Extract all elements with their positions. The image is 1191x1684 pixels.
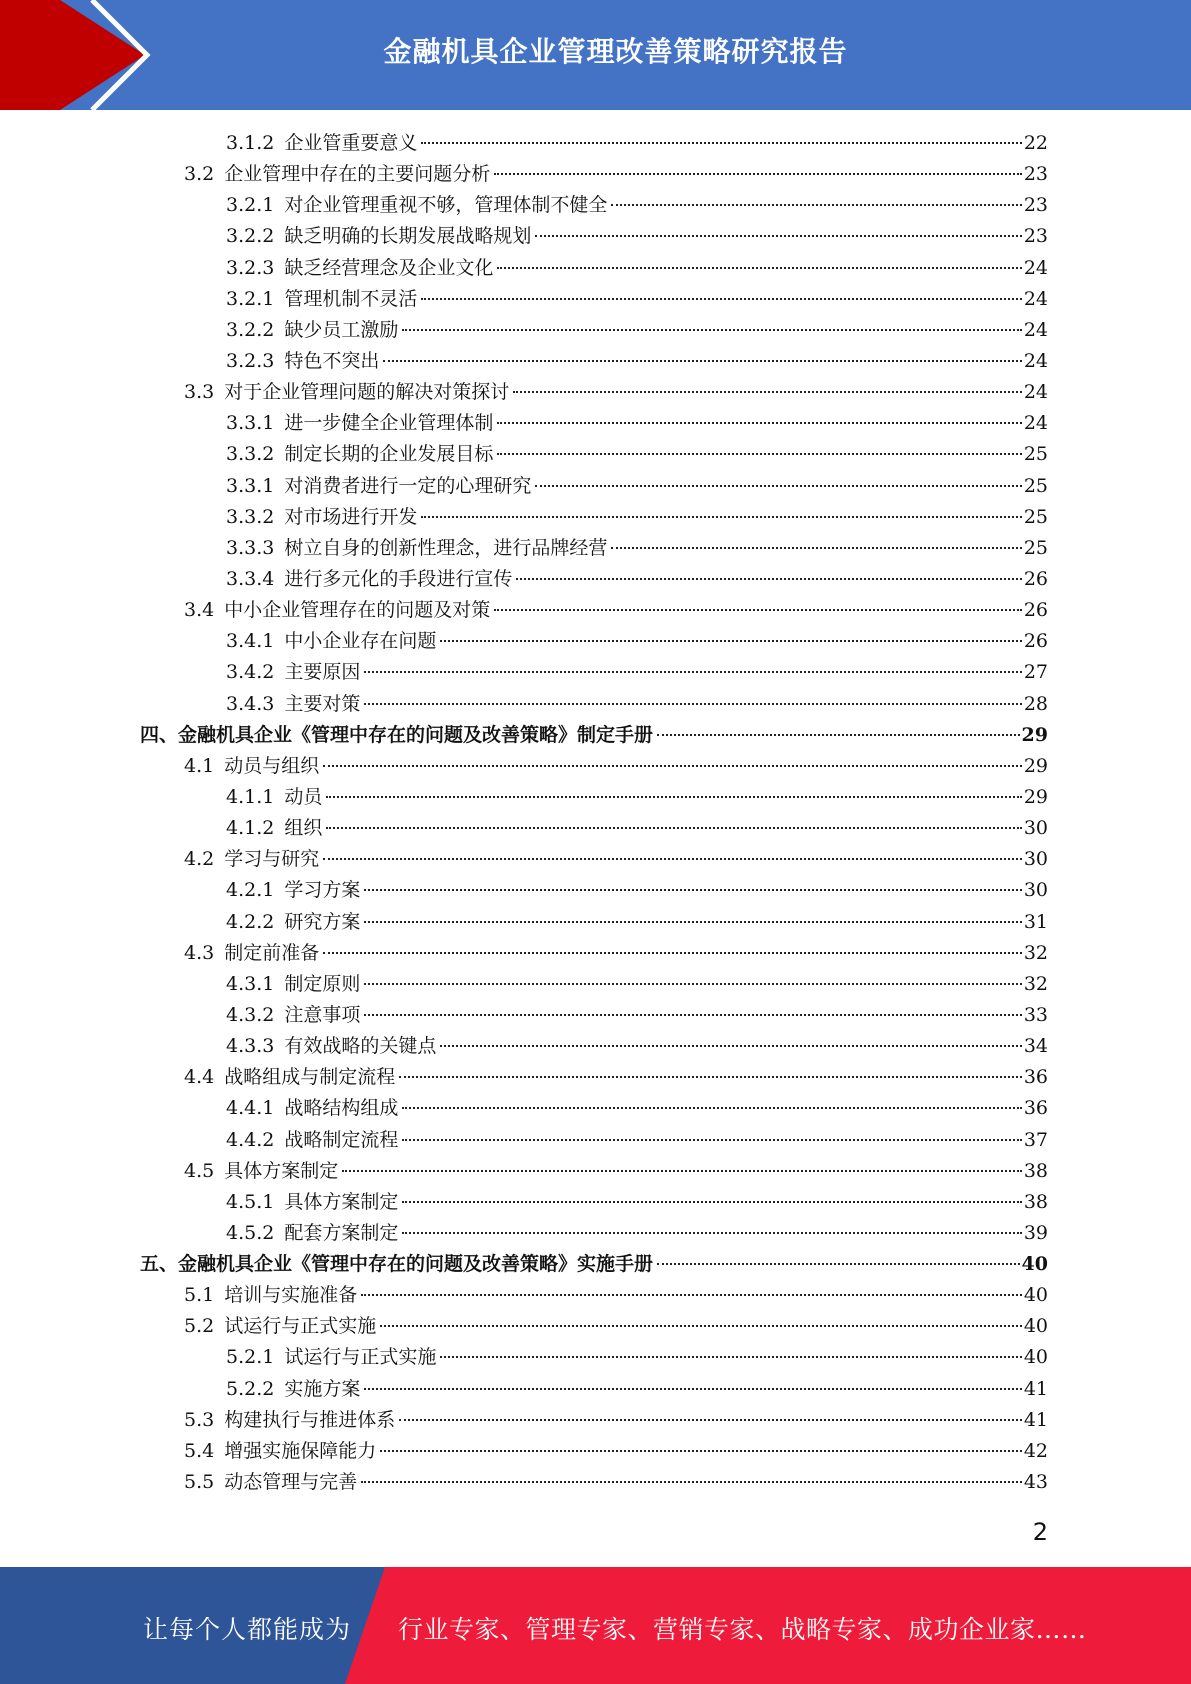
toc-entry-page: 32 xyxy=(1023,941,1048,964)
toc-entry-title: 中小企业存在问题 xyxy=(284,630,437,653)
toc-entry-title: 战略组成与制定流程 xyxy=(224,1066,396,1089)
toc-entry-page: 26 xyxy=(1023,599,1048,622)
toc-entry-title: 试运行与正式实施 xyxy=(284,1346,437,1369)
toc-dot-leader xyxy=(421,142,1021,144)
toc-dot-leader xyxy=(402,1232,1021,1234)
toc-entry-number: 3.2.1 xyxy=(226,287,275,310)
toc-dot-leader xyxy=(440,1356,1021,1358)
toc-entry-title: 进行多元化的手段进行宣传 xyxy=(284,567,513,590)
toc-entry[interactable] xyxy=(140,1156,1048,1187)
toc-entry-title: 特色不突出 xyxy=(284,349,380,372)
toc-entry-title: 主要对策 xyxy=(284,692,361,715)
toc-entry-number: 3.3.1 xyxy=(226,412,275,435)
toc-dot-leader xyxy=(494,609,1022,611)
toc-entry[interactable] xyxy=(140,1031,1048,1062)
toc-dot-leader xyxy=(513,391,1022,393)
toc-entry[interactable] xyxy=(140,875,1048,906)
toc-entry-page: 37 xyxy=(1023,1128,1048,1151)
toc-entry-number: 4.1.1 xyxy=(226,785,275,808)
toc-entry-title: 进一步健全企业管理体制 xyxy=(284,412,494,435)
toc-entry[interactable] xyxy=(140,284,1048,315)
toc-entry-page: 40 xyxy=(1023,1284,1048,1307)
toc-entry[interactable] xyxy=(140,1249,1048,1280)
toc-entry[interactable] xyxy=(140,1342,1048,1373)
toc-dot-leader xyxy=(657,1263,1020,1265)
toc-entry-title: 有效战略的关键点 xyxy=(284,1035,437,1058)
toc-dot-leader xyxy=(402,1139,1021,1141)
toc-entry[interactable] xyxy=(140,439,1048,470)
toc-dot-leader xyxy=(364,1014,1021,1016)
toc-entry[interactable] xyxy=(140,595,1048,626)
page-footer xyxy=(0,1567,1191,1684)
toc-entry-title: 对消费者进行一定的心理研究 xyxy=(284,474,532,497)
toc-entry-title: 实施方案 xyxy=(284,1377,361,1400)
toc-entry[interactable] xyxy=(140,1093,1048,1124)
toc-entry-title: 战略结构组成 xyxy=(284,1097,399,1120)
toc-dot-leader xyxy=(323,765,1022,767)
toc-entry-number: 3.4.2 xyxy=(226,661,275,684)
toc-entry-page: 24 xyxy=(1023,349,1048,372)
toc-entry-number: 4.1 xyxy=(184,754,215,777)
toc-dot-leader xyxy=(440,640,1021,642)
toc-entry-title: 中小企业管理存在的问题及对策 xyxy=(224,599,491,622)
toc-entry-title: 动员与组织 xyxy=(224,754,320,777)
toc-entry[interactable] xyxy=(140,1405,1048,1436)
toc-entry-title: 企业管理中存在的主要问题分析 xyxy=(224,163,491,186)
toc-entry-page: 24 xyxy=(1023,412,1048,435)
toc-dot-leader xyxy=(361,1481,1022,1483)
toc-entry-page: 24 xyxy=(1023,287,1048,310)
toc-entry[interactable] xyxy=(140,502,1048,533)
toc-entry-title: 具体方案制定 xyxy=(224,1159,339,1182)
toc-entry-number: 3.3.4 xyxy=(226,567,275,590)
toc-dot-leader xyxy=(535,485,1021,487)
toc-dot-leader xyxy=(516,578,1021,580)
toc-entry-page: 24 xyxy=(1023,256,1048,279)
toc-dot-leader xyxy=(402,1107,1021,1109)
toc-entry-title: 树立自身的创新性理念，进行品牌经营 xyxy=(284,536,608,559)
toc-entry-page: 43 xyxy=(1023,1471,1048,1494)
toc-dot-leader xyxy=(364,671,1021,673)
toc-entry[interactable] xyxy=(140,471,1048,502)
toc-entry[interactable] xyxy=(140,128,1048,159)
toc-entry[interactable] xyxy=(140,1062,1048,1093)
toc-entry-number: 4.4.1 xyxy=(226,1097,275,1120)
toc-dot-leader xyxy=(497,453,1021,455)
toc-entry[interactable] xyxy=(140,533,1048,564)
toc-entry-number: 4.2.1 xyxy=(226,879,275,902)
toc-entry-page: 39 xyxy=(1023,1221,1048,1244)
toc-entry-title: 对企业管理重视不够，管理体制不健全 xyxy=(284,194,608,217)
toc-entry-number: 4.5.2 xyxy=(226,1221,275,1244)
footer-slogan-left: 让每个人都能成为 xyxy=(143,1615,352,1644)
toc-entry-page: 30 xyxy=(1023,848,1048,871)
toc-entry[interactable] xyxy=(140,1218,1048,1249)
toc-dot-leader xyxy=(497,422,1021,424)
toc-entry-number: 3.1.2 xyxy=(226,132,275,154)
toc-dot-leader xyxy=(342,1170,1022,1172)
toc-entry-page: 29 xyxy=(1021,723,1048,746)
toc-entry-page: 27 xyxy=(1023,661,1048,684)
toc-entry[interactable] xyxy=(140,408,1048,439)
report-title: 金融机具企业管理改善策略研究报告 xyxy=(383,35,848,68)
toc-dot-leader xyxy=(494,173,1022,175)
toc-entry-number: 3.3.2 xyxy=(226,505,275,528)
toc-entry-page: 42 xyxy=(1023,1439,1048,1462)
page-number: 2 xyxy=(1032,1518,1048,1546)
toc-entry-title: 制定原则 xyxy=(284,972,361,995)
toc-entry-title: 缺乏经营理念及企业文化 xyxy=(284,256,494,279)
toc-entry[interactable] xyxy=(140,782,1048,813)
toc-entry-number: 4.1.2 xyxy=(226,817,275,840)
toc-dot-leader xyxy=(440,1045,1021,1047)
toc-dot-leader xyxy=(364,921,1021,923)
toc-entry[interactable] xyxy=(140,689,1048,720)
toc-entry[interactable] xyxy=(140,159,1048,190)
toc-entry-number: 3.2 xyxy=(184,163,215,186)
toc-dot-leader xyxy=(364,983,1021,985)
toc-entry[interactable] xyxy=(140,751,1048,782)
toc-entry[interactable] xyxy=(140,564,1048,595)
toc-entry-number: 3.4 xyxy=(184,599,215,622)
toc-entry-number: 5.1 xyxy=(184,1284,215,1307)
toc-entry[interactable] xyxy=(140,221,1048,252)
toc-entry-page: 40 xyxy=(1021,1253,1048,1276)
toc-dot-leader xyxy=(323,952,1022,954)
toc-entry-title: 构建执行与推进体系 xyxy=(224,1408,396,1431)
toc-entry[interactable] xyxy=(140,938,1048,969)
toc-dot-leader xyxy=(402,1201,1021,1203)
toc-entry[interactable] xyxy=(140,969,1048,1000)
toc-entry-number: 4.3 xyxy=(184,941,215,964)
toc-dot-leader xyxy=(402,329,1021,331)
toc-entry-number: 4.3.1 xyxy=(226,972,275,995)
toc-entry-number: 4.3.3 xyxy=(226,1035,275,1058)
toc-entry-title: 动态管理与完善 xyxy=(224,1471,358,1494)
toc-dot-leader xyxy=(611,204,1021,206)
toc-entry-number: 3.4.1 xyxy=(226,630,275,653)
toc-dot-leader xyxy=(380,1325,1022,1327)
toc-entry-number: 5.3 xyxy=(184,1408,215,1431)
toc-entry-number: 3.3 xyxy=(184,381,215,404)
toc-entry-page: 38 xyxy=(1023,1159,1048,1182)
toc-entry-page: 29 xyxy=(1023,754,1048,777)
toc-entry-number: 4.2.2 xyxy=(226,910,275,933)
toc-entry-page: 34 xyxy=(1023,1035,1048,1058)
toc-entry-page: 41 xyxy=(1023,1377,1048,1400)
toc-entry[interactable] xyxy=(140,1311,1048,1342)
toc-entry[interactable] xyxy=(140,844,1048,875)
toc-dot-leader xyxy=(497,267,1021,269)
toc-entry-page: 25 xyxy=(1023,443,1048,466)
toc-dot-leader xyxy=(364,703,1021,705)
toc-entry[interactable] xyxy=(140,1374,1048,1405)
toc-entry[interactable] xyxy=(140,346,1048,377)
toc-dot-leader xyxy=(421,298,1021,300)
toc-entry[interactable] xyxy=(140,626,1048,657)
toc-entry-title: 学习与研究 xyxy=(224,848,320,871)
toc-entry-page: 25 xyxy=(1023,536,1048,559)
toc-entry-title: 学习方案 xyxy=(284,879,361,902)
toc-dot-leader xyxy=(361,1294,1022,1296)
toc-entry-number: 4.4 xyxy=(184,1066,215,1089)
toc-entry[interactable] xyxy=(140,907,1048,938)
toc-entry-number: 4.4.2 xyxy=(226,1128,275,1151)
toc-entry-title: 试运行与正式实施 xyxy=(224,1315,377,1338)
toc-entry-title: 缺乏明确的长期发展战略规划 xyxy=(284,225,532,248)
toc-dot-leader xyxy=(535,235,1021,237)
toc-entry-page: 23 xyxy=(1023,225,1048,248)
toc-entry[interactable] xyxy=(140,190,1048,221)
toc-dot-leader xyxy=(364,1388,1021,1390)
toc-entry-page: 36 xyxy=(1023,1066,1048,1089)
toc-entry-title: 缺少员工激励 xyxy=(284,318,399,341)
toc-dot-leader xyxy=(364,889,1021,891)
toc-entry-title: 制定长期的企业发展目标 xyxy=(284,443,494,466)
toc-entry-title: 对于企业管理问题的解决对策探讨 xyxy=(224,381,510,404)
toc-entry-number: 5.2.1 xyxy=(226,1346,275,1369)
toc-entry-page: 41 xyxy=(1023,1408,1048,1431)
toc-entry[interactable] xyxy=(140,813,1048,844)
toc-entry[interactable] xyxy=(140,253,1048,284)
toc-entry-number: 5.5 xyxy=(184,1471,215,1494)
toc-entry[interactable] xyxy=(140,377,1048,408)
page-header xyxy=(0,0,1191,110)
toc-entry-number: 3.2.1 xyxy=(226,194,275,217)
toc-entry-page: 26 xyxy=(1023,630,1048,653)
toc-entry-page: 29 xyxy=(1023,785,1048,808)
toc-entry-number: 5.2 xyxy=(184,1315,215,1338)
toc-entry-title: 增强实施保障能力 xyxy=(224,1439,377,1462)
toc-entry[interactable] xyxy=(140,720,1048,751)
toc-entry-number: 4.5 xyxy=(184,1159,215,1182)
toc-dot-leader xyxy=(380,1450,1022,1452)
toc-entry-title: 制定前准备 xyxy=(224,941,320,964)
toc-entry-page: 33 xyxy=(1023,1003,1048,1026)
toc-entry[interactable] xyxy=(140,1436,1048,1467)
toc-entry-title: 五、金融机具企业《管理中存在的问题及改善策略》实施手册 xyxy=(140,1253,654,1276)
toc-entry[interactable] xyxy=(140,1280,1048,1311)
toc-entry-page: 30 xyxy=(1023,817,1048,840)
toc-entry[interactable] xyxy=(140,1467,1048,1498)
toc-entry-title: 具体方案制定 xyxy=(284,1190,399,1213)
toc-entry-page: 24 xyxy=(1023,381,1048,404)
toc-entry-number: 4.3.2 xyxy=(226,1003,275,1026)
toc-entry-page: 25 xyxy=(1023,474,1048,497)
toc-entry-number: 3.3.2 xyxy=(226,443,275,466)
toc-dot-leader xyxy=(657,734,1020,736)
toc-entry-title: 管理机制不灵活 xyxy=(284,287,418,310)
toc-entry-number: 4.5.1 xyxy=(226,1190,275,1213)
toc-entry[interactable] xyxy=(140,1187,1048,1218)
toc-dot-leader xyxy=(383,360,1021,362)
toc-dot-leader xyxy=(326,796,1021,798)
toc-entry-page: 38 xyxy=(1023,1190,1048,1213)
toc-entry-title: 组织 xyxy=(284,817,323,840)
toc-dot-leader xyxy=(421,516,1021,518)
toc-entry-number: 3.3.1 xyxy=(226,474,275,497)
toc-entry-title: 战略制定流程 xyxy=(284,1128,399,1151)
toc-entry-number: 4.2 xyxy=(184,848,215,871)
toc-dot-leader xyxy=(399,1076,1022,1078)
toc-entry-page: 28 xyxy=(1023,692,1048,715)
toc-entry-page: 25 xyxy=(1023,505,1048,528)
toc-entry-title: 配套方案制定 xyxy=(284,1221,399,1244)
toc-entry-number: 3.3.3 xyxy=(226,536,275,559)
toc-entry-number: 5.2.2 xyxy=(226,1377,275,1400)
toc-entry[interactable] xyxy=(140,315,1048,346)
toc-entry[interactable] xyxy=(140,1000,1048,1031)
toc-entry[interactable] xyxy=(140,657,1048,688)
toc-entry-title: 动员 xyxy=(284,785,323,808)
toc-dot-leader xyxy=(323,858,1022,860)
toc-entry-page: 40 xyxy=(1023,1346,1048,1369)
toc-entry-page: 31 xyxy=(1023,910,1048,933)
toc-entry-title: 培训与实施准备 xyxy=(224,1284,358,1307)
toc-entry-number: 3.2.2 xyxy=(226,225,275,248)
toc-dot-leader xyxy=(399,1419,1022,1421)
toc-entry-number: 3.4.3 xyxy=(226,692,275,715)
toc-dot-leader xyxy=(326,827,1021,829)
toc-entry-number: 3.2.2 xyxy=(226,318,275,341)
toc-entry-page: 40 xyxy=(1023,1315,1048,1338)
toc-entry-page: 26 xyxy=(1023,567,1048,590)
toc-entry-page: 24 xyxy=(1023,318,1048,341)
toc-entry-number: 3.2.3 xyxy=(226,349,275,372)
toc-dot-leader xyxy=(611,547,1021,549)
toc-entry-title: 四、金融机具企业《管理中存在的问题及改善策略》制定手册 xyxy=(140,723,654,746)
toc-entry-title: 主要原因 xyxy=(284,661,361,684)
toc-entry-page: 22 xyxy=(1023,132,1048,154)
toc-entry-page: 32 xyxy=(1023,972,1048,995)
toc-entry-page: 23 xyxy=(1023,194,1048,217)
toc-entry-page: 30 xyxy=(1023,879,1048,902)
toc-entry-number: 5.4 xyxy=(184,1439,215,1462)
footer-slogan-right: 行业专家、管理专家、营销专家、战略专家、成功企业家…… xyxy=(398,1615,1087,1644)
toc-entry-title: 注意事项 xyxy=(284,1003,361,1026)
toc-entry[interactable] xyxy=(140,1125,1048,1156)
toc-entry-title: 企业管重要意义 xyxy=(284,132,418,154)
table-of-contents xyxy=(140,128,1048,1498)
toc-entry-title: 研究方案 xyxy=(284,910,361,933)
toc-entry-title: 对市场进行开发 xyxy=(284,505,418,528)
toc-entry-page: 23 xyxy=(1023,163,1048,186)
toc-entry-page: 36 xyxy=(1023,1097,1048,1120)
toc-entry-number: 3.2.3 xyxy=(226,256,275,279)
